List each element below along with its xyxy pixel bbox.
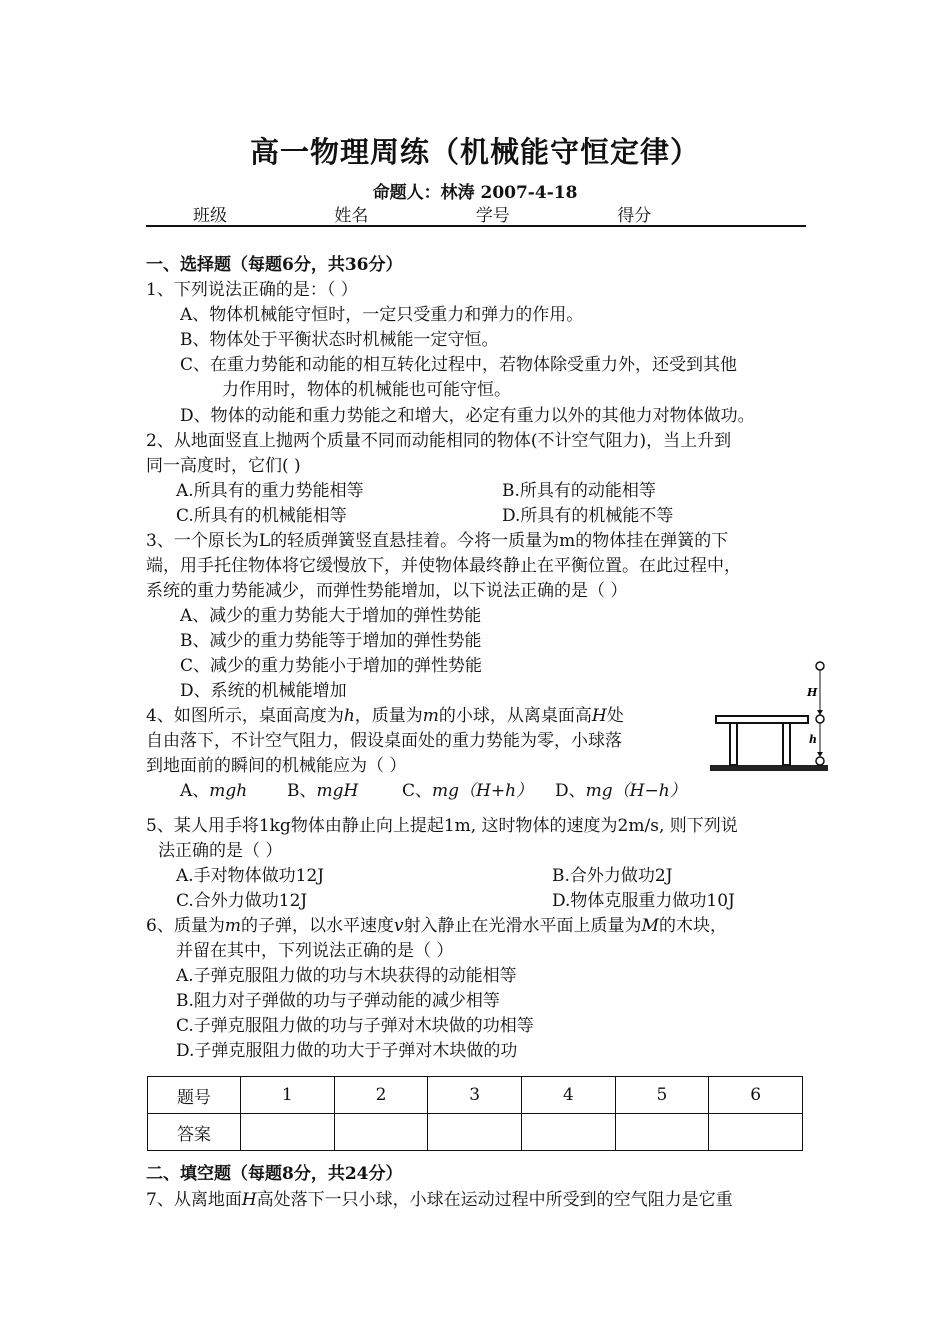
q5-option-d: D.物体克服重力做功10J: [552, 891, 735, 911]
option-label: A、: [180, 781, 210, 801]
q5-stem-line2: 法正确的是（ ）: [158, 841, 283, 861]
q1-option-d: D、物体的动能和重力势能之和增大，必定有重力以外的其他力对物体做功。: [180, 406, 755, 426]
student-id-label: 学号: [475, 206, 510, 226]
q3-option-d: D、系统的机械能增加: [180, 681, 347, 701]
ball-top-icon: [816, 662, 824, 670]
answer-cell[interactable]: [521, 1114, 615, 1151]
score-label: 得分: [617, 206, 652, 226]
q3-option-b: B、减少的重力势能等于增加的弹性势能: [180, 631, 482, 651]
q4-var-H: H: [591, 706, 607, 726]
option-value: mgh: [209, 781, 248, 801]
arrow-down-icon: [817, 752, 823, 757]
ground-icon: [710, 765, 828, 771]
q3-option-a: A、减少的重力势能大于增加的弹性势能: [180, 606, 482, 626]
option-label: D、: [555, 781, 586, 801]
ball-ground-icon: [816, 757, 824, 765]
q6-stem-line1: [146, 915, 727, 937]
q4-stem-line1: [146, 705, 624, 727]
q4-text: 处: [606, 706, 624, 726]
option-value: mgH: [316, 781, 359, 801]
q2-option-b: B.所具有的动能相等: [502, 481, 656, 501]
header-divider: [146, 225, 806, 227]
q6-var-M: M: [641, 916, 659, 936]
class-field[interactable]: [227, 208, 309, 226]
section1-heading: 一、选择题（每题6分，共36分）: [146, 255, 403, 275]
q4-text: 4、如图所示，桌面高度为: [146, 706, 344, 726]
q3-option-c: C、减少的重力势能小于增加的弹性势能: [180, 656, 483, 676]
fig-label-H: H: [807, 686, 818, 699]
table-ball-figure: [708, 658, 833, 778]
score-field[interactable]: [651, 208, 733, 226]
option-value: mg（H+h）: [432, 781, 534, 801]
fig-label-h: h: [809, 733, 817, 746]
q4-var-h: h: [343, 706, 355, 726]
class-label: 班级: [193, 206, 227, 226]
question-number-cell: 6: [709, 1077, 803, 1114]
q1-option-c: C、在重力势能和动能的相互转化过程中，若物体除受重力外，还受到其他: [180, 355, 738, 375]
q1-stem: 1、下列说法正确的是：（ ）: [146, 280, 358, 300]
q1-option-b: B、物体处于平衡状态时机械能一定守恒。: [180, 330, 499, 350]
q6-var-v: v: [393, 916, 404, 936]
table-leg-icon: [783, 723, 790, 765]
q6-text: 射入静止在光滑水平面上质量为: [403, 916, 642, 936]
q3-stem-line3: 系统的重力势能减少，而弹性势能增加，以下说法正确的是（ ）: [146, 581, 628, 601]
answer-cell[interactable]: [709, 1114, 803, 1151]
q4-option-c: [402, 780, 533, 802]
q4-option-b: [287, 780, 358, 802]
option-label: B、: [287, 781, 317, 801]
q7-stem-line1: [146, 1189, 733, 1211]
q5-stem-line1: 5、某人用手将1kg物体由静止向上提起1m, 这时物体的速度为2m/s, 则下列说: [146, 816, 738, 836]
q6-option-d: D.子弹克服阻力做的功大于子弹对木块做的功: [176, 1041, 518, 1061]
q6-text: 6、质量为: [146, 916, 225, 936]
q1-option-c-cont: 力作用时，物体的机械能也可能守恒。: [222, 380, 511, 400]
q4-option-d: [555, 780, 687, 802]
q4-text: 的小球，从离桌面高: [438, 706, 592, 726]
q6-option-b: B.阻力对子弹做的功与子弹动能的减少相等: [176, 991, 500, 1011]
question-number-cell: 4: [521, 1077, 615, 1114]
question-number-cell: 2: [334, 1077, 428, 1114]
option-label: C、: [402, 781, 433, 801]
student-info-line: [193, 201, 753, 226]
q6-stem-line2: 并留在其中，下列说法正确的是（ ）: [176, 941, 454, 961]
author-line: 命题人：林涛 2007-4-18: [372, 183, 578, 203]
table-row: [148, 1077, 803, 1114]
q5-option-a: A.手对物体做功12J: [176, 866, 325, 886]
option-value: mg（H−h）: [585, 781, 687, 801]
answer-table: [147, 1076, 803, 1151]
q4-option-a: [180, 780, 247, 802]
name-field[interactable]: [368, 208, 450, 226]
ball-table-icon: [816, 715, 824, 723]
q2-option-c: C.所具有的机械能相等: [176, 506, 347, 526]
q3-stem-line1: 3、一个原长为L的轻质弹簧竖直悬挂着。今将一质量为m的物体挂在弹簧的下: [146, 531, 729, 551]
q4-stem-line2: 自由落下，不计空气阻力，假设桌面处的重力势能为零，小球落: [146, 731, 622, 751]
answer-header: 答案: [148, 1114, 241, 1151]
table-top-icon: [716, 716, 808, 723]
table-row: [148, 1114, 803, 1151]
page-title: 高一物理周练（机械能守恒定律）: [249, 135, 700, 169]
q4-stem-line3: 到地面前的瞬间的机械能应为（ ）: [146, 756, 407, 776]
answer-cell[interactable]: [428, 1114, 522, 1151]
q6-var-m: m: [224, 916, 241, 936]
q2-option-d: D.所具有的机械能不等: [502, 506, 674, 526]
arrow-down-icon: [817, 710, 823, 715]
answer-cell[interactable]: [241, 1114, 335, 1151]
q2-stem-line2: 同一高度时，它们( ): [146, 456, 301, 476]
answer-cell[interactable]: [334, 1114, 428, 1151]
question-number-header: 题号: [148, 1077, 241, 1114]
section2-heading: 二、填空题（每题8分，共24分）: [146, 1164, 403, 1184]
name-label: 姓名: [334, 206, 369, 226]
q5-option-b: B.合外力做功2J: [552, 866, 673, 886]
q7-var-H: H: [241, 1190, 257, 1210]
question-number-cell: 1: [241, 1077, 335, 1114]
q1-option-a: A、物体机械能守恒时，一定只受重力和弹力的作用。: [180, 305, 584, 325]
q5-option-c: C.合外力做功12J: [176, 891, 308, 911]
answer-cell[interactable]: [615, 1114, 709, 1151]
q6-text: 的子弹，以水平速度: [240, 916, 394, 936]
q4-text: ，质量为: [354, 706, 423, 726]
q7-text: 7、从离地面: [146, 1190, 242, 1210]
question-number-cell: 5: [615, 1077, 709, 1114]
q6-text: 的木块，: [658, 916, 727, 936]
q6-option-a: A.子弹克服阻力做的功与木块获得的动能相等: [176, 966, 517, 986]
q6-option-c: C.子弹克服阻力做的功与子弹对木块做的功相等: [176, 1016, 534, 1036]
q3-stem-line2: 端，用手托住物体将它缓慢放下，并使物体最终静止在平衡位置。在此过程中，: [146, 556, 741, 576]
table-leg-icon: [730, 723, 737, 765]
q7-text: 高处落下一只小球，小球在运动过程中所受到的空气阻力是它重: [256, 1190, 733, 1210]
student-id-field[interactable]: [510, 208, 592, 226]
q2-option-a: A.所具有的重力势能相等: [176, 481, 364, 501]
question-number-cell: 3: [428, 1077, 522, 1114]
q2-stem-line1: 2、从地面竖直上抛两个质量不同而动能相同的物体(不计空气阻力)，当上升到: [146, 431, 732, 451]
q4-var-m: m: [422, 706, 439, 726]
